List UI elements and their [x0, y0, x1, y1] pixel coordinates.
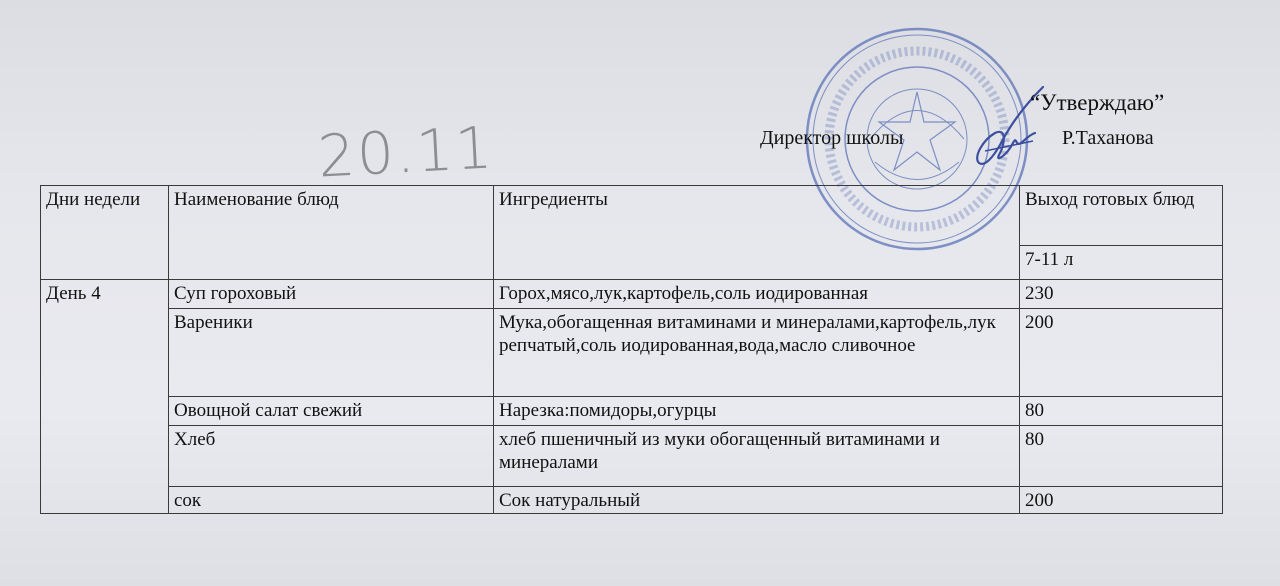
amount-cell: 230 [1020, 280, 1223, 309]
table-row [41, 426, 1223, 487]
header-day: Дни недели [41, 186, 169, 280]
dish-cell: Суп гороховый [169, 280, 494, 309]
director-name: Р.Таханова [1062, 127, 1154, 149]
dish-cell: Овощной салат свежий [169, 397, 494, 426]
table-row [41, 309, 1223, 397]
dish-cell: Хлеб [169, 426, 494, 487]
header-dish: Наименование блюд [169, 186, 494, 280]
ingredients-cell: Сок натуральный [494, 487, 1020, 514]
header-output: Выход готовых блюд [1020, 186, 1223, 246]
amount-cell: 80 [1020, 426, 1223, 487]
handwritten-date: 20.11 [316, 113, 496, 191]
menu-table [40, 185, 1223, 514]
ingredients-cell: Горох,мясо,лук,картофель,соль иодированная [494, 280, 1020, 309]
header-age-group: 7-11 л [1020, 246, 1223, 280]
amount-cell: 200 [1020, 309, 1223, 397]
dish-cell: Вареники [169, 309, 494, 397]
amount-cell: 80 [1020, 397, 1223, 426]
amount-cell: 200 [1020, 487, 1223, 514]
day-cell: День 4 [41, 280, 169, 514]
ingredients-cell: хлеб пшеничный из муки обогащенный витаминами и минералами [494, 426, 1020, 487]
approval-title: “Утверждаю” [1030, 90, 1165, 115]
director-position: Директор школы [760, 127, 904, 149]
dish-cell: сок [169, 487, 494, 514]
ingredients-cell: Нарезка:помидоры,огурцы [494, 397, 1020, 426]
ingredients-cell: Мука,обогащенная витаминами и минералами,картофель,лук репчатый,соль иодированная,вода,масло сливочное [494, 309, 1020, 397]
table-header-row [41, 186, 1223, 246]
header-ingredients: Ингредиенты [494, 186, 1020, 280]
table-row [41, 487, 1223, 514]
table-row [41, 280, 1223, 309]
table-row [41, 397, 1223, 426]
